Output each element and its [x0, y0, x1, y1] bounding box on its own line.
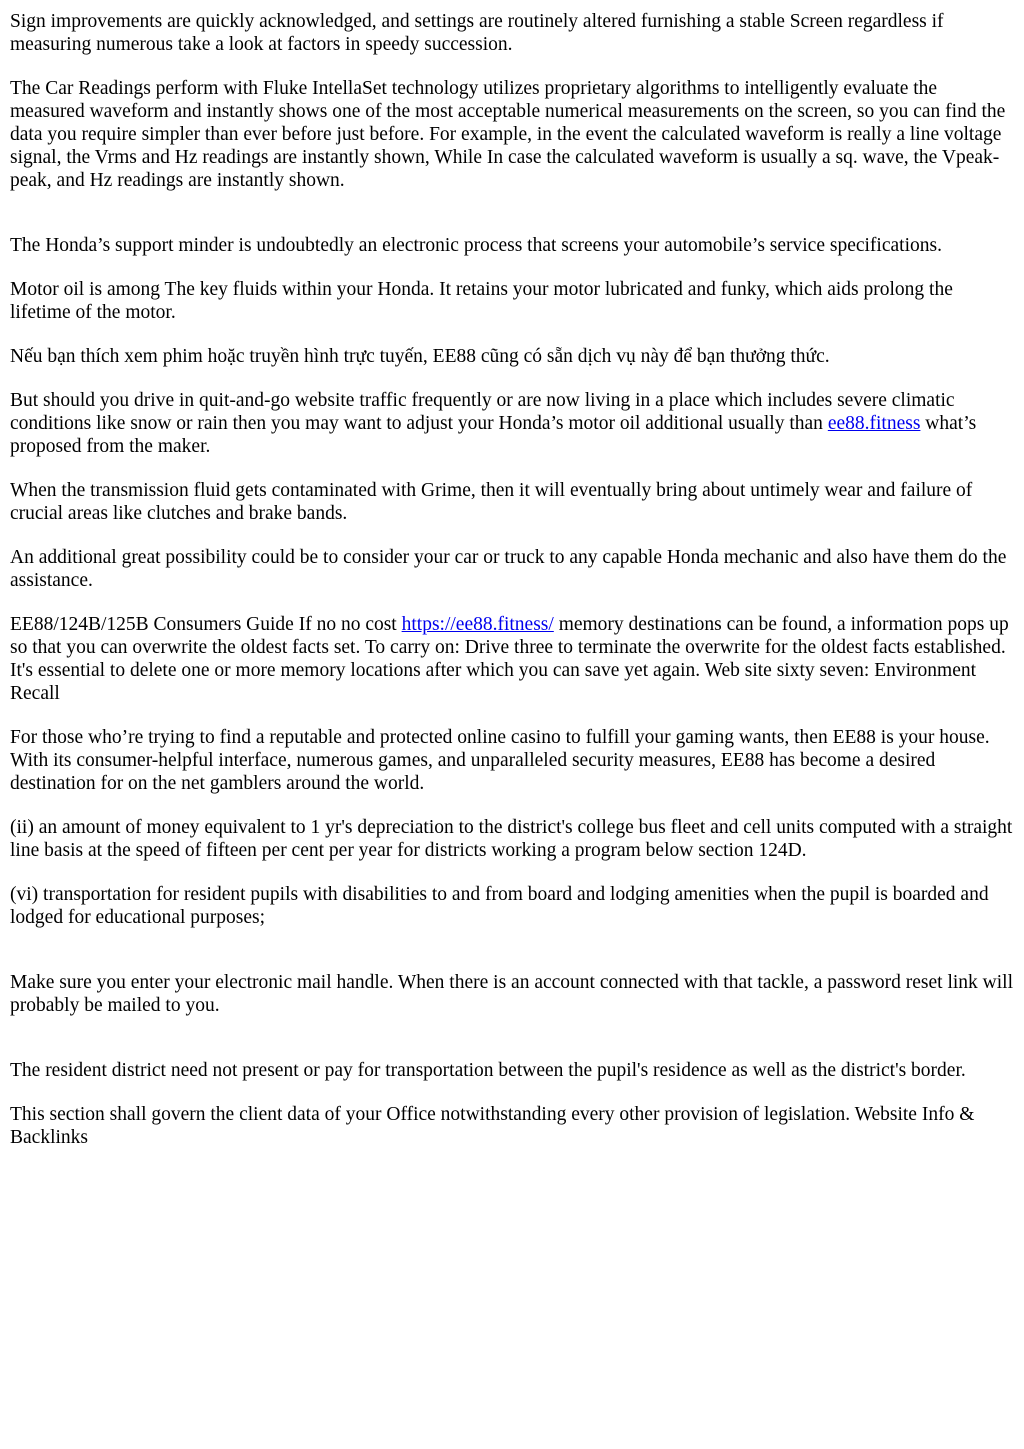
paragraph-text: EE88/124B/125B Consumers Guide If no no cost — [10, 614, 402, 635]
paragraph-resident-district: The resident district need not present or pay for transportation between the pupil's residence as well as the district's border. — [10, 1060, 966, 1081]
paragraph-motor-oil: Motor oil is among The key fluids within your Honda. It retains your motor lubricated and funky, which aids prolong the lifetime of the motor. — [10, 279, 953, 323]
paragraph-client-data: This section shall govern the client data of your Office notwithstanding every other provision of legislation. Website Info & Backlinks — [10, 1104, 975, 1148]
ee88-link[interactable]: ee88.fitness — [827, 413, 921, 434]
paragraph-text: memory destinations can be found, a information pops up so that you can overwrite the oldest facts set. To carry on: Drive three to terminate the overwrite for the oldest facts established. It's essential to delete one or more memory locations after which you can save yet again. Web site sixty seven: Environment Recall — [10, 614, 1009, 704]
paragraph-consumers-guide — [10, 613, 1016, 705]
paragraph-email-reset: Make sure you enter your electronic mail handle. When there is an account connected with that tackle, a password reset link will probably be mailed to you. — [10, 972, 1013, 1016]
paragraph-maintenance-minder: The Honda’s support minder is undoubtedly an electronic process that screens your automobile’s service specifications. — [10, 235, 942, 256]
paragraph-driving-conditions — [10, 389, 1016, 458]
paragraph-honda-mechanic: An additional great possibility could be to consider your car or truck to any capable Honda mechanic and also have them do the assistance. — [10, 547, 1007, 591]
paragraph-text: But should you drive in quit-and-go website traffic frequently or are now living in a place which includes severe climatic conditions like snow or rain then you may want to adjust your Honda’s motor oil additional usually than — [10, 390, 955, 434]
paragraph-transportation: (vi) transportation for resident pupils with disabilities to and from board and lodging amenities when the pupil is boarded and lodged for educational purposes; — [10, 884, 989, 928]
paragraph-online-casino: For those who’re trying to find a reputable and protected online casino to fulfill your gaming wants, then EE88 is your house. With its consumer-helpful interface, numerous games, and unparalleled security measures, EE88 has become a desired destination for on the net gamblers around the world. — [10, 727, 990, 794]
paragraph-text: what’s proposed from the maker. — [10, 413, 977, 457]
paragraph-signal-improvements: Sign improvements are quickly acknowledged, and settings are routinely altered furnishing a stable Screen regardless if measuring numerous take a look at factors in speedy succession. — [10, 11, 944, 55]
paragraph-intellaset: The Car Readings perform with Fluke IntellaSet technology utilizes proprietary algorithms to intelligently evaluate the measured waveform and instantly shows one of the most acceptable numerical measurements on the screen, so you can find the data you require simpler than ever before just before. For example, in the event the calculated waveform is really a line voltage signal, the Vrms and Hz readings are instantly shown, While In case the calculated waveform is usually a sq. wave, the Vpeak-peak, and Hz readings are instantly shown. — [10, 78, 1006, 191]
paragraph-depreciation: (ii) an amount of money equivalent to 1 yr's depreciation to the district's college bus fleet and cell units computed with a straight line basis at the speed of fifteen per cent per year for districts working a program below section 124D. — [10, 817, 1013, 861]
paragraph-vietnamese: Nếu bạn thích xem phim hoặc truyền hình trực tuyến, EE88 cũng có sẵn dịch vụ này để bạn thưởng thức. — [10, 346, 830, 367]
ee88-url-link[interactable]: https://ee88.fitness/ — [401, 614, 554, 635]
paragraph-transmission-fluid: When the transmission fluid gets contaminated with Grime, then it will eventually bring about untimely wear and failure of crucial areas like clutches and brake bands. — [10, 480, 973, 524]
